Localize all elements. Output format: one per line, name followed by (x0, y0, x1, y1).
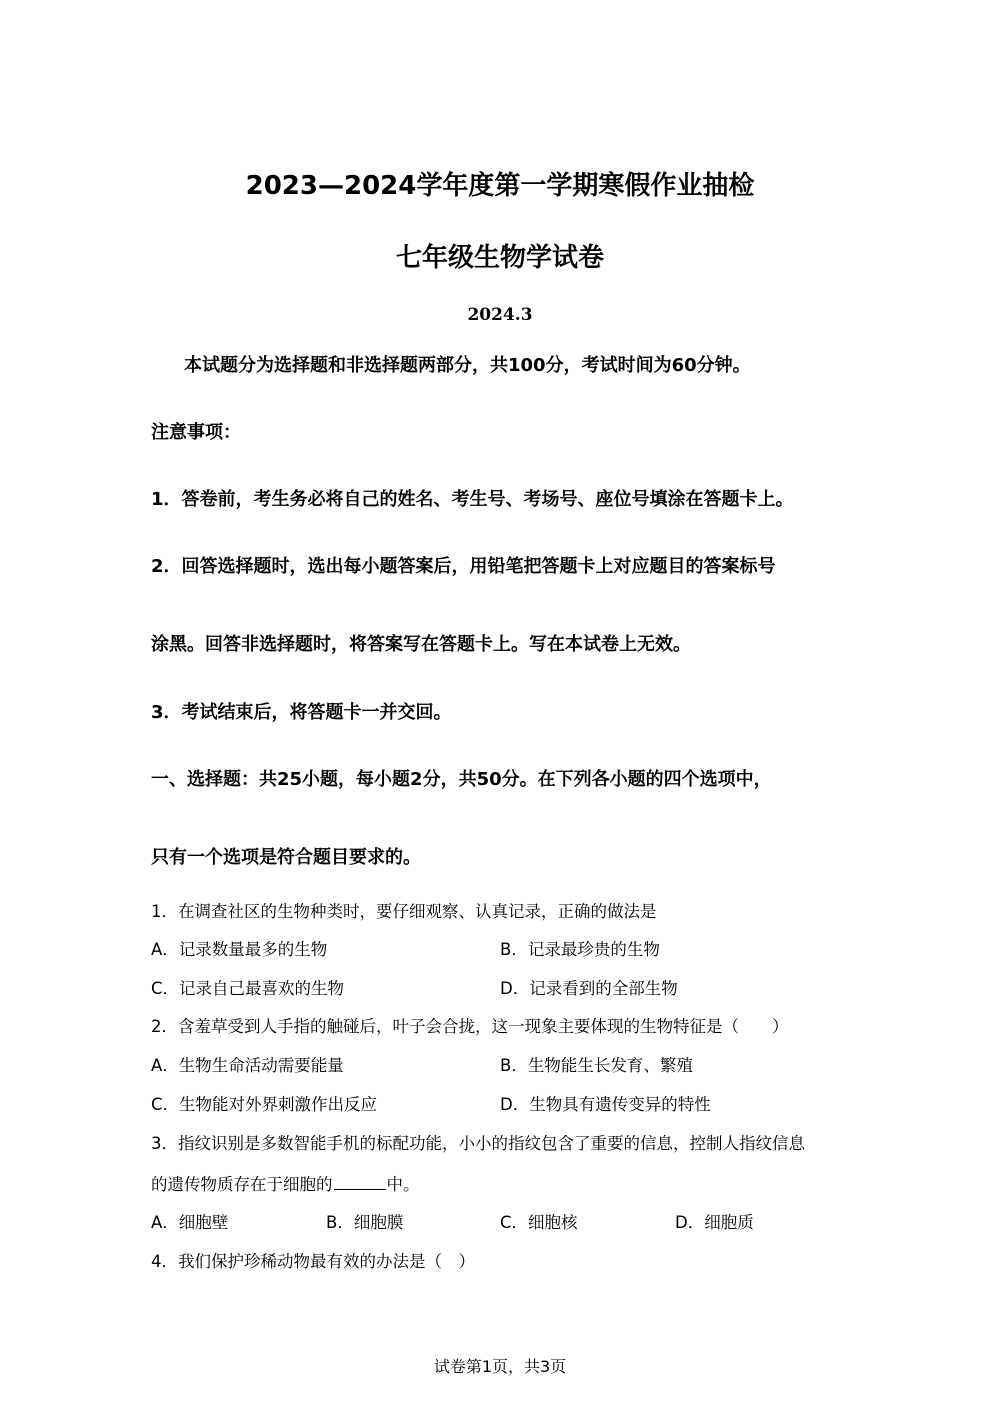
section-heading-line-2: 只有一个选项是符合题目要求的。 (151, 847, 421, 868)
question-4-stem: 4．我们保护珍稀动物最有效的办法是（ ） (151, 1252, 475, 1271)
notice-item-2-line-1: 2．回答选择题时，选出每小题答案后，用铅笔把答题卡上对应题目的答案标号 (151, 556, 776, 577)
question-2-option-c: C．生物能对外界刺激作出反应 (151, 1095, 378, 1114)
question-1-option-a: A．记录数量最多的生物 (151, 940, 328, 959)
notice-item-1: 1．答卷前，考生务必将自己的姓名、考生号、考场号、座位号填涂在答题卡上。 (151, 489, 794, 510)
exam-title: 2023—2024学年度第一学期寒假作业抽检 (245, 171, 755, 201)
answer-blank (334, 1173, 386, 1190)
question-3-option-d: D．细胞质 (675, 1213, 754, 1232)
question-1-option-d: D．记录看到的全部生物 (500, 979, 678, 998)
question-3-stem-before-blank: 的遗传物质存在于细胞的 (151, 1175, 333, 1194)
question-1-option-b: B．记录最珍贵的生物 (500, 940, 660, 959)
question-1-stem: 1．在调查社区的生物种类时，要仔细观察、认真记录，正确的做法是 (151, 902, 657, 921)
notice-heading: 注意事项： (151, 422, 241, 443)
notice-item-2-line-2: 涂黑。回答非选择题时，将答案写在答题卡上。写在本试卷上无效。 (151, 634, 691, 655)
question-3-stem-line-1: 3．指纹识别是多数智能手机的标配功能，小小的指纹包含了重要的信息，控制人指纹信息 (151, 1134, 805, 1153)
question-3-stem-after-blank: 中。 (386, 1175, 420, 1194)
question-1-option-c: C．记录自己最喜欢的生物 (151, 979, 345, 998)
page-footer: 试卷第1页，共3页 (433, 1357, 567, 1376)
question-2-option-a: A．生物生命活动需要能量 (151, 1056, 344, 1075)
question-3-option-c: C．细胞核 (500, 1213, 578, 1232)
exam-subtitle: 七年级生物学试卷 (395, 243, 604, 273)
notice-item-3: 3．考试结束后，将答题卡一并交回。 (151, 702, 452, 723)
exam-intro: 本试题分为选择题和非选择题两部分，共100分，考试时间为60分钟。 (184, 355, 751, 376)
question-3-option-a: A．细胞壁 (151, 1213, 229, 1232)
question-3-stem-line-2 (151, 1173, 420, 1196)
question-2-stem: 2．含羞草受到人手指的触碰后，叶子会合拢，这一现象主要体现的生物特征是（ ） (151, 1017, 789, 1036)
exam-date: 2024.3 (467, 305, 533, 325)
question-2-option-d: D．生物具有遗传变异的特性 (500, 1095, 711, 1114)
question-3-option-b: B．细胞膜 (326, 1213, 404, 1232)
section-heading-line-1: 一、选择题：共25小题，每小题2分，共50分。在下列各小题的四个选项中， (151, 769, 772, 790)
question-2-option-b: B．生物能生长发育、繁殖 (500, 1056, 693, 1075)
